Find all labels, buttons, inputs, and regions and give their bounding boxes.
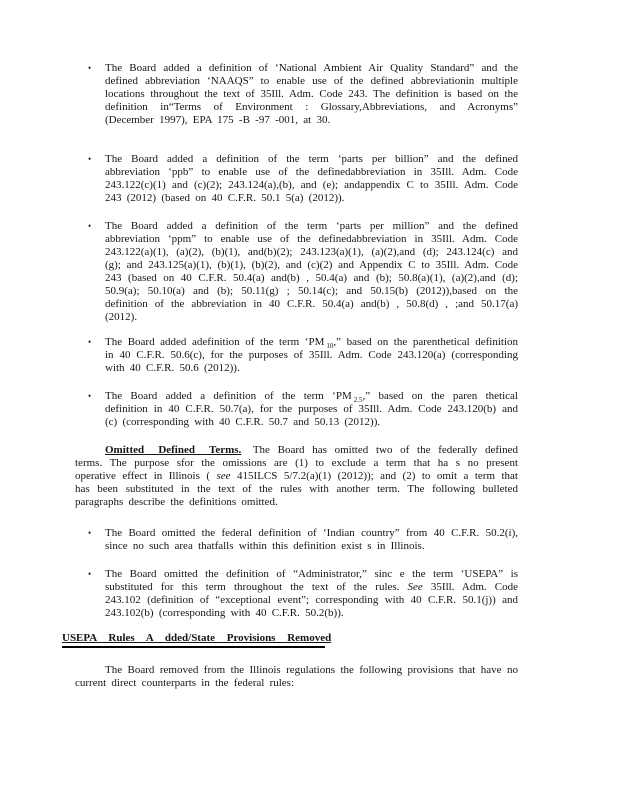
list-item <box>88 62 518 127</box>
omitted-definitions-list <box>75 527 518 620</box>
bullet-text <box>105 336 518 375</box>
bullet-text-segment: 35Ill. Adm. Code 243.102 (definition of “exceptional event”; corresponding with 40 C.F.R. 50.1(j)) and 243.102(b) (corresponding with 40 C.F.R. 50.2(b)). <box>105 581 518 619</box>
bullet-icon: • <box>88 154 92 164</box>
bullet-text-segment: ,” based on the paren thetical definition in 40 C.F.R. 50.7(a), for the purposes of 35Ill. Adm. Code 243.120(b) and (c) (corresponding with 40 C.F.R. 50.7 and 50.13 (2012)). <box>105 390 518 428</box>
section-heading-text: USEPA Rules A dded/State Provisions Removed <box>62 632 332 644</box>
bullet-icon: • <box>88 391 92 401</box>
list-item <box>88 527 518 553</box>
bullet-icon: • <box>88 528 92 538</box>
pm-subscript: 2.5 <box>353 396 363 405</box>
list-item <box>88 390 518 429</box>
bullet-text <box>105 568 518 620</box>
bullet-text: The Board added a definition of ‘National Ambient Air Quality Standard” and the defined abbreviation ‘NAAQS” to enable use of the defined abbreviationin multiple locations throughout the text of 35Ill. Adm. Code 243. The definition is based on the definition in“Terms of Environment : Glossary,Abbreviations, and Acronyms” (December 1997), EPA 175 -B -97 -001, at 30. <box>105 62 518 126</box>
section-heading <box>62 632 332 648</box>
bullet-text: The Board omitted the federal definition of ‘Indian country” from 40 C.F.R. 50.2(i), since no such area thatfalls within this definition exist s in Illinois. <box>105 527 518 552</box>
see-reference: see <box>216 470 231 482</box>
bullet-text-segment: ,” based on the parenthetical definition in 40 C.F.R. 50.6(c), for the purposes of 35Ill. Adm. Code 243.120(a) (corresponding with 40 C.F.R. 50.6 (2012)). <box>105 336 518 374</box>
paragraph-text-segment: The Board has omitted two of the federally defined terms. The purpose sfor the omissions are (1) to exclude a term that ha s no present operative effect in Illinois ( <box>75 444 518 482</box>
bullet-text <box>105 390 518 429</box>
bullet-icon: • <box>88 569 92 579</box>
added-definitions-list <box>75 62 518 429</box>
see-reference: See <box>407 581 423 593</box>
list-item <box>88 568 518 620</box>
bullet-text: The Board added a definition of the term ‘parts per billion” and the defined abbreviation ‘ppb” to enable use of the definedabbreviation in 35Ill. Adm. Code 243.122(c)(1) and (c)(2); 243.124(a),(b), and (e); andappendix C to 35Ill. Adm. Code 243 (2012) (based on 40 C.F.R. 50.1 5(a) (2012)). <box>105 153 518 204</box>
omitted-terms-lead: Omitted Defined Terms. <box>105 444 242 456</box>
closing-paragraph: The Board removed from the Illinois regulations the following provisions that have no current direct counterparts in the federal rules: <box>75 664 518 689</box>
list-item <box>88 153 518 205</box>
list-item <box>88 336 518 375</box>
pm-subscript: 10 <box>326 342 334 351</box>
list-item <box>88 220 518 324</box>
bullet-icon: • <box>88 221 92 231</box>
bullet-text-segment: The Board added adefinition of the term ‘PM <box>105 336 325 348</box>
paragraph-text-segment: 415ILCS 5/7.2(a)(1) (2012)); and (2) to omit a term that has been substituted in the text of the rules with another term. The following bulleted paragraphs describe the definitions omitted. <box>75 470 518 508</box>
bullet-text: The Board added a definition of the term ‘parts per million” and the defined abbreviation ‘ppm” to enable use of the definedabbreviation in 35Ill. Adm. Code 243.122(a)(1), (a)(2), (b)(1), and(b)(2); 243.123(a)(1), (a)(2),and (d); 243.124(c) and (g); and 243.125(a)(1), (b)(1), (b)(2), and (c)(2) and Appendix C to 35Ill. Adm. Code 243 (based on 40 C.F.R. 50.4(a) and(b) , 50.4(a) and (b); 50.8(a)(1), (a)(2),and (d); 50.9(a); 50.10(a) and (b); 50.11(g) ; 50.14(c); and 50.15(b) (2012)),based on the definition of the abbreviation in 40 C.F.R. 50.4(a) and(b) , 50.8(d) , ;and 50.17(a) (2012). <box>105 220 518 323</box>
bullet-text-segment: The Board added a definition of the term ‘PM <box>105 390 352 402</box>
omitted-terms-paragraph <box>75 444 518 509</box>
bullet-text-segment: The Board omitted the definition of “Administrator,” sinc e the term ‘USEPA” is substituted for this term throughout the text of the rules. <box>105 568 518 593</box>
bullet-icon: • <box>88 63 92 73</box>
bullet-icon: • <box>88 337 92 347</box>
